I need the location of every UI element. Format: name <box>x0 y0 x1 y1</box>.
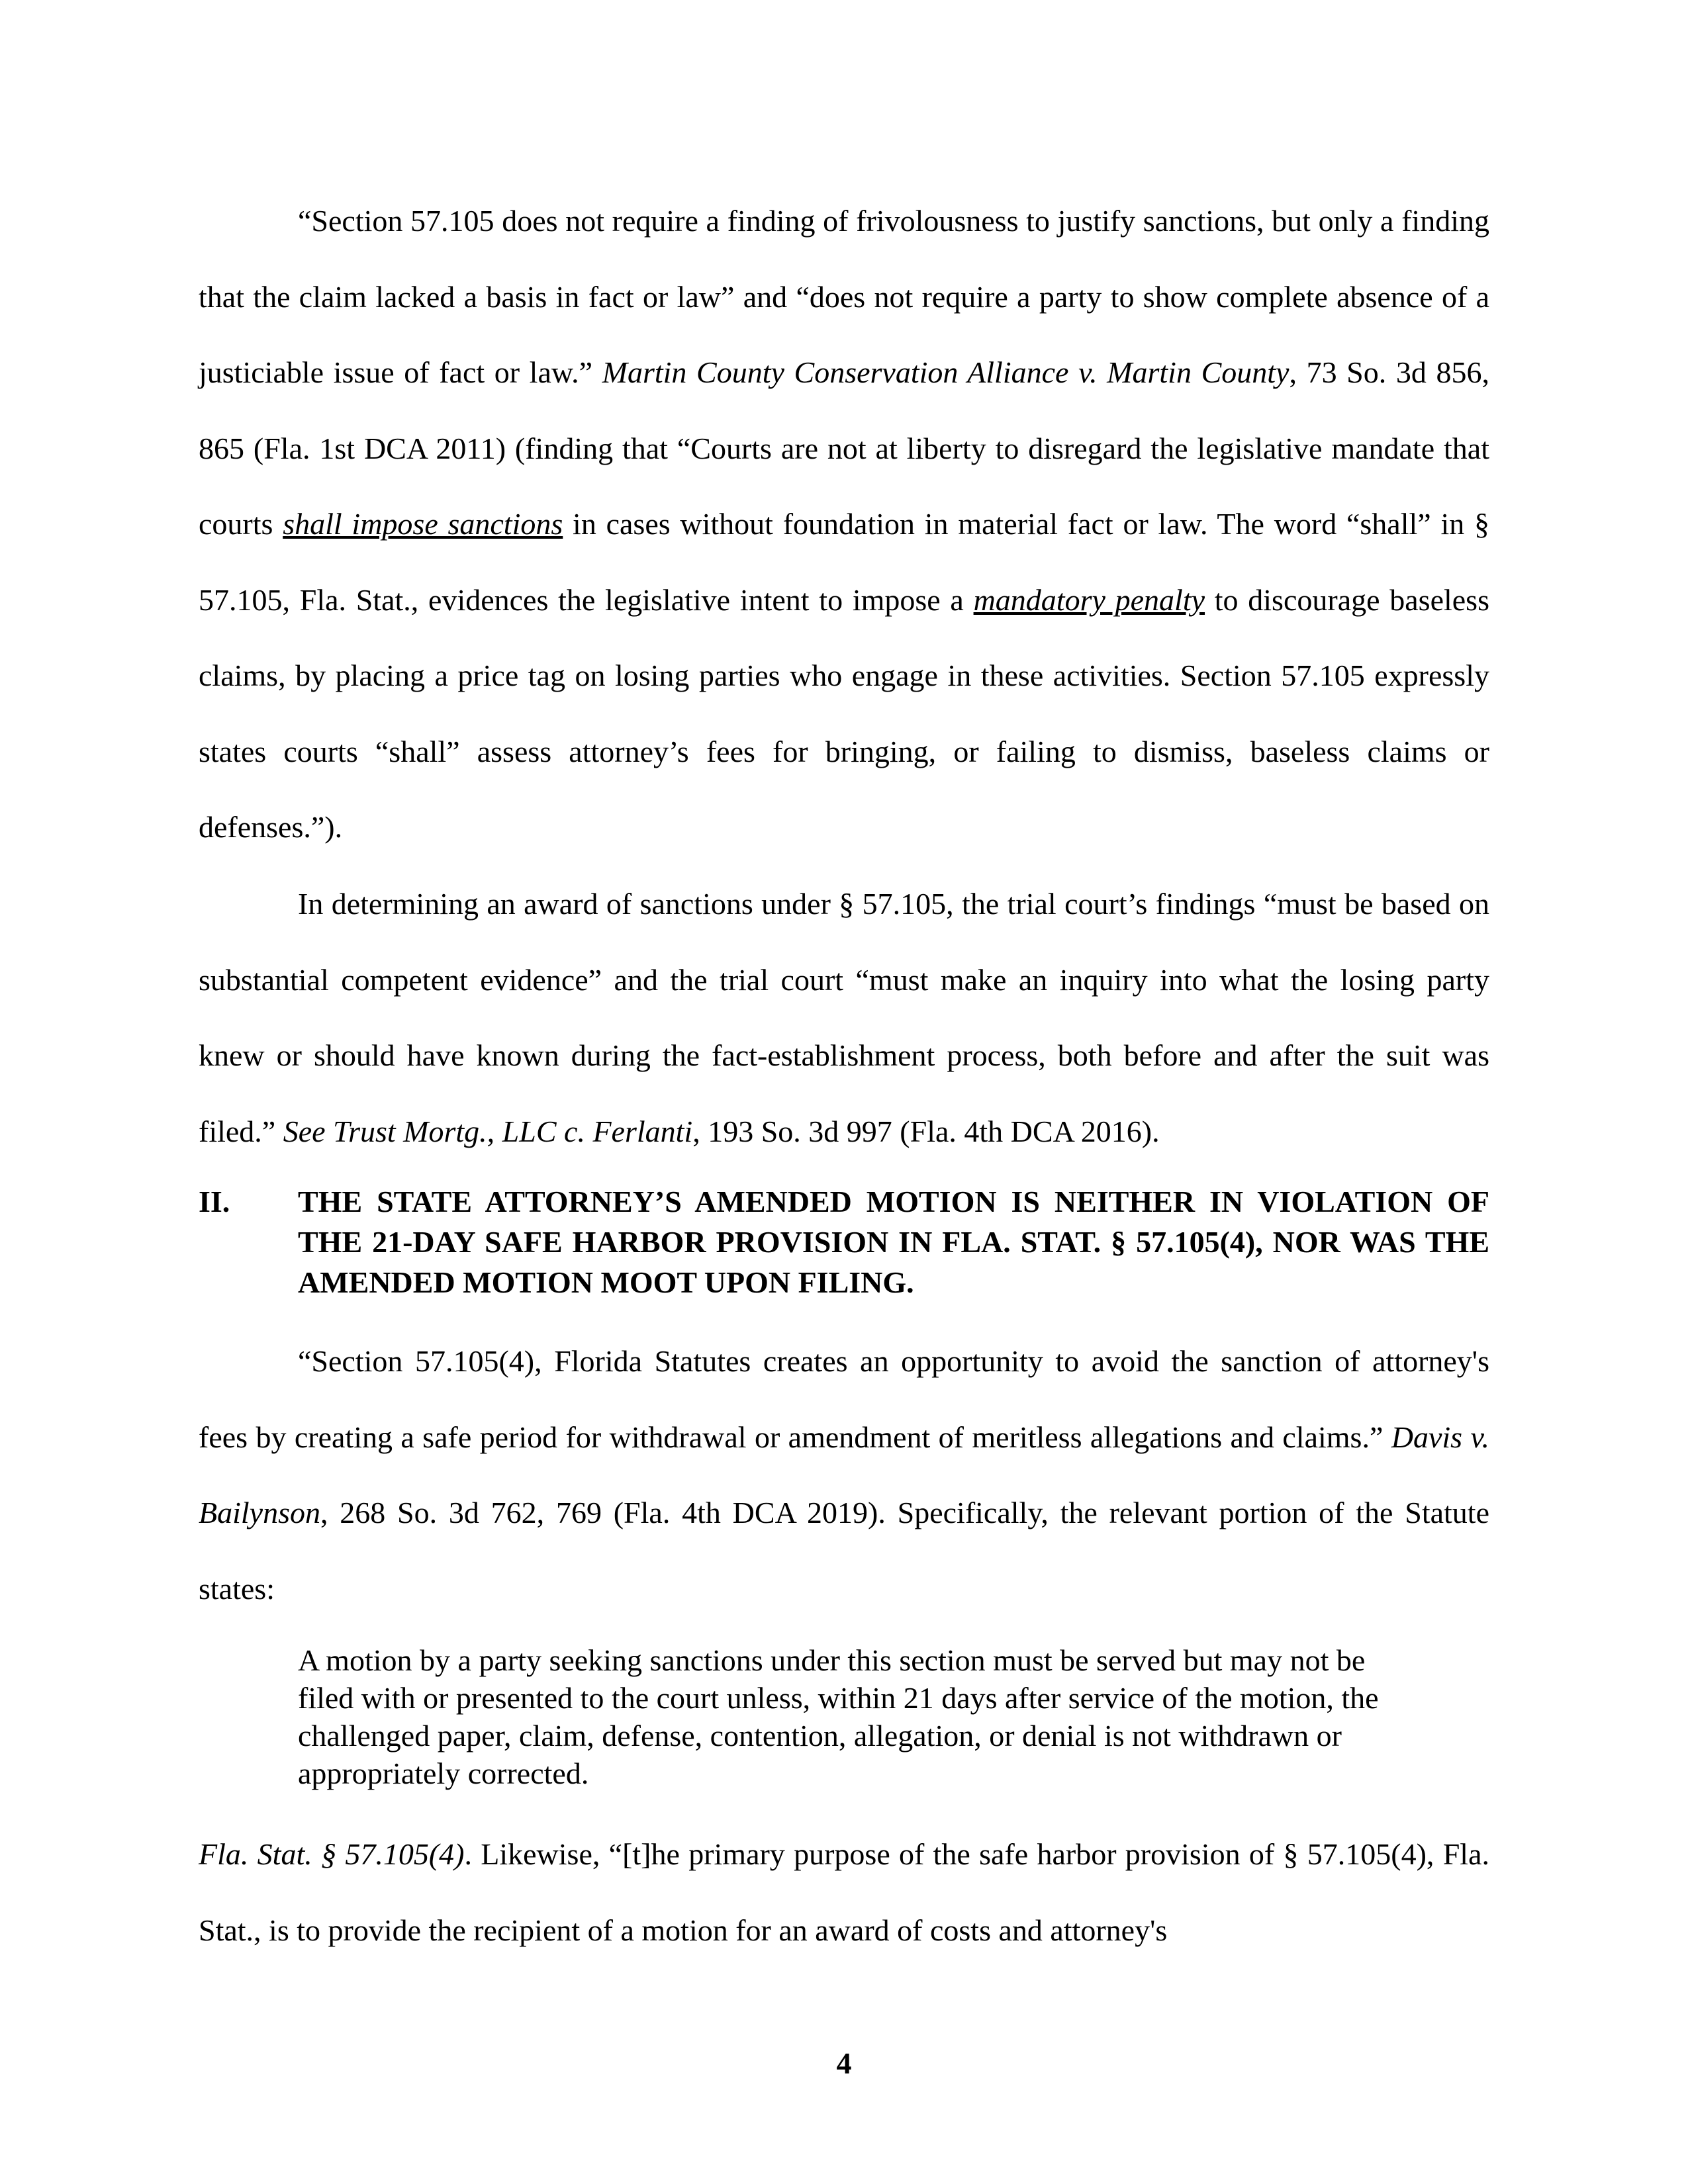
block-quote-statute: A motion by a party seeking sanctions under this section must be served but may not be filed with or presented to the court unless, within 21 days after service of the motion, the challenged paper, claim, defense, contention, allegation, or denial is not withdrawn or appropriately corrected. <box>298 1643 1379 1790</box>
paragraph-statute-citation: Fla. Stat. § 57.105(4). Likewise, “[t]he primary purpose of the safe harbor provision of § 57.105(4), Fla. Stat., is to provide the recipient of a motion for an award of costs and attorney's <box>199 1837 1489 1947</box>
page-number: 4 <box>836 2046 852 2080</box>
paragraph-trial-court-findings: In determining an award of sanctions under § 57.105, the trial court’s findings “must be based on substantial competent evidence” and the trial court “must make an inquiry into what the losing party knew or should have known during the fact-establishment process, both before and after the suit was filed.” See Trust Mortg., LLC c. Ferlanti, 193 So. 3d 997 (Fla. 4th DCA 2016). <box>199 887 1489 1148</box>
document-page <box>199 0 1489 2184</box>
section-number: II. <box>199 1185 230 1218</box>
section-heading-text: THE STATE ATTORNEY’S AMENDED MOTION IS NEITHER IN VIOLATION OF THE 21-DAY SAFE HARBOR PROVISION IN FLA. STAT. § 57.105(4), NOR WAS THE AMENDED MOTION MOOT UPON FILING. <box>298 1185 1489 1299</box>
case-citation-martin-county: Martin County Conservation Alliance v. Martin County <box>602 355 1289 389</box>
case-citation-trust-mortg: See Trust Mortg., LLC c. Ferlanti <box>283 1114 693 1148</box>
statute-citation: Fla. Stat. § 57.105(4) <box>199 1837 465 1871</box>
paragraph-section-57-105-standard: “Section 57.105 does not require a finding of frivolousness to justify sanctions, but only a finding that the claim lacked a basis in fact or law” and “does not require a party to show complete absence of a justiciable issue of fact or law.” Martin County Conservation Alliance v. Martin County, 73 So. 3d 856, 865 (Fla. 1st DCA 2011) (finding that “Courts are not at liberty to disregard the legislative mandate that courts shall impose sanctions in cases without foundation in material fact or law. The word “shall” in § 57.105, Fla. Stat., evidences the legislative intent to impose a mandatory penalty to discourage baseless claims, by placing a price tag on losing parties who engage in these activities. Section 57.105 expressly states courts “shall” assess attorney’s fees for bringing, or failing to dismiss, baseless claims or defenses.”). <box>199 204 1490 844</box>
emphasis-shall-impose-sanctions: shall impose sanctions <box>283 507 563 541</box>
paragraph-safe-harbor: “Section 57.105(4), Florida Statutes creates an opportunity to avoid the sanction of attorney's fees by creating a safe period for withdrawal or amendment of meritless allegations and claims.” Davis v. Bailynson, 268 So. 3d 762, 769 (Fla. 4th DCA 2019). Specifically, the relevant portion of the Statute states: <box>199 1344 1489 1606</box>
case-citation-davis: Davis v. Bailynson <box>199 1420 1489 1529</box>
emphasis-mandatory-penalty: mandatory penalty <box>973 582 1205 617</box>
